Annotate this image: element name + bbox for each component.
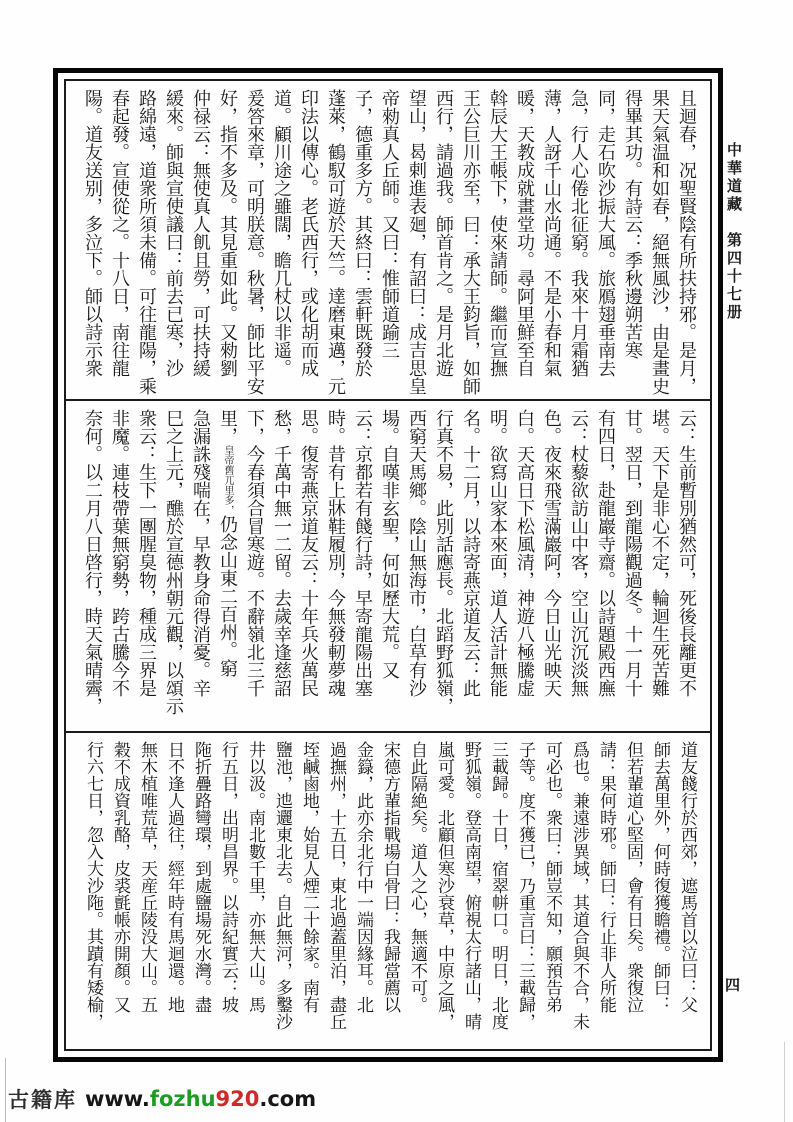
text-column: 時。昔有上牀鞋履別，今無發軔夢魂: [325, 409, 346, 697]
text-column: 有四日，赴龍巖寺齋。以詩題殿西廡: [595, 409, 616, 697]
text-column: 印法以傳心。老氏西行，或化胡而成: [298, 89, 319, 377]
text-column: 堪。天下是非心不定，輪迴生死苦難: [649, 409, 670, 697]
text-column: 子等。度不獲已，乃重言曰：三載歸，: [515, 741, 535, 1030]
scan-edge-artifact-right: [784, 1042, 785, 1122]
text-column: 金籙，此亦余北行中一端因緣耳。北: [353, 741, 373, 1013]
text-column: 但若輩道心堅固，會有日矣。衆復泣: [623, 741, 643, 1013]
watermark-url-red: 920: [215, 1087, 260, 1111]
text-column: 春起發。宣使從之。十八日，南往龍: [109, 89, 130, 377]
text-column: 仲禄云：無使真人飢且勞，可扶持緩: [190, 89, 211, 377]
register-middle: [66, 401, 710, 731]
text-column: 巳之上元，醮於宣德州朝元觀，以頌示: [163, 409, 184, 715]
text-column: 思。復寄燕京道友云：十年兵火萬民: [298, 409, 319, 697]
text-column: 野狐嶺。登高南望，俯視太行諸山，晴: [461, 741, 481, 1030]
text-column: 愁，千萬中無一二留。去歲幸逢慈詔: [271, 409, 292, 697]
folio-number: 四: [725, 976, 741, 994]
text-column: 道友餞行於西郊，遮馬首以泣曰：父: [677, 741, 697, 1013]
text-column: 蓬萊，鶴馭可遊於天竺。達磨東邁，元: [325, 89, 346, 395]
text-column: 子，德重多方。其終曰：雲軒既發於: [352, 89, 373, 377]
text-column: 云：生前暫別猶然可，死後長離更不: [676, 409, 697, 697]
text-column: 且迴春，况聖賢陰有所扶持邪。是月，: [676, 89, 697, 395]
text-column: 爲也。兼遠涉異域，其道合與不合，未: [569, 741, 589, 1030]
text-column: 果天氣温和如春，絕無風沙，由是畫史: [649, 89, 670, 395]
text-column: 行五日，出明昌界。以詩紀實云：坡: [218, 741, 238, 1013]
inner-rule-box: [64, 79, 712, 1051]
text-column: 甘。翌日，到龍陽觀過冬。十一月十: [622, 409, 643, 697]
text-column: 西窮天馬鄉。陰山無海市，白草有沙: [406, 409, 427, 697]
text-column: 得畢其功。有詩云：季秋邊朔苦寒: [622, 89, 643, 359]
text-column: 明。欲寫山家本來面，道人活計無能: [487, 409, 508, 697]
text-column: 請：果何時邪。師曰：行止非人所能: [596, 741, 616, 1013]
text-column: 爰答來章，可明朕意。秋暑，師比平安: [244, 89, 265, 395]
text-column: 云：杖藜欲訪山中客，空山沉沉淡無: [568, 409, 589, 697]
text-column: 垤鹹鹵地，始見人煙二十餘家。南有: [299, 741, 319, 1013]
text-column: 奈何。以二月八日啓行，時天氣晴霽，: [82, 409, 103, 715]
text-column: 鹽池，迆邐東北去。自此無河，多鑿沙: [272, 741, 292, 1030]
text-column: 帝勑真人丘師。又曰：惟師道踰三: [379, 89, 400, 359]
volume-label: 中華道藏 第四十七册: [725, 142, 743, 322]
watermark-url: [85, 1087, 316, 1111]
watermark-url-suffix: .com: [259, 1087, 317, 1111]
text-column: 宋德方輩指戰場白骨曰：我歸當薦以: [380, 741, 400, 1013]
text-column: 自此隔絶矣。道人之心，無適不可。: [407, 741, 427, 1013]
text-column: 路綿遠，道衆所須未備。可往龍陽，乘: [136, 89, 157, 395]
text-column: 過撫州，十五日，東北過蓋里泊，盡丘: [326, 741, 346, 1030]
text-column: 行真不易，此別話應長。北蹈野狐嶺，: [433, 409, 454, 715]
text-column: 井以汲。南北數千里，亦無大山。馬: [245, 741, 265, 1013]
text-column: 色。夜來飛雪滿巖阿，今日山光映天: [541, 409, 562, 697]
text-column: 陽。道友送别，多泣下。師以詩示衆: [82, 89, 103, 377]
text-frame: [53, 68, 723, 1062]
text-column: 急漏誅殘喘在，早教身命得消憂。辛: [190, 409, 211, 697]
text-column: 名。十二月，以詩寄燕京道友云：此: [460, 409, 481, 697]
scan-edge-artifact-left: [5, 1058, 6, 1122]
watermark-url-green: fozhu: [149, 1087, 216, 1111]
watermark-library-name: 古籍库: [8, 1088, 77, 1112]
interlinear-note: 皇帝舊兀里多，: [222, 445, 233, 515]
text-column: 西行，請過我。師首肯之。是月北遊: [433, 89, 454, 377]
text-column: 嵐可愛。北顧但寒沙衰草，中原之風，: [434, 741, 454, 1030]
text-column: 道。顧川途之雖闊，瞻几杖以非遥。: [271, 89, 292, 377]
text-column: 衆云：生下一團腥臭物，種成三界是: [136, 409, 157, 697]
text-column: 場。自嘆非玄聖，何如歷大荒。又: [379, 409, 400, 679]
text-column: 云：京都若有餞行詩，早寄龍陽出塞: [352, 409, 373, 697]
text-column: 急，行人心倦北征窮。我來十月霜猶: [568, 89, 589, 377]
register-bottom: [66, 733, 710, 1049]
text-column: 望山，曷剌進表廻，有詔曰：成吉思皇: [406, 89, 427, 395]
text-column: 白。天高日下松風清，神遊八極騰虚: [514, 409, 535, 697]
text-column: 里，皇帝舊兀里多，仍念山東二百州。窮: [217, 409, 238, 677]
watermark: [8, 1084, 316, 1114]
text-column: 下，今春須合冒寒遊。不辭嶺北三千: [244, 409, 265, 697]
text-column: 無木植唯荒草，天産丘陵没大山。五: [137, 741, 157, 1013]
text-column: 同，走石吹沙振大風。旅鴈翅垂南去: [595, 89, 616, 377]
text-column: 可必也。衆曰：師豈不知，願預告弟: [542, 741, 562, 1013]
text-column: 王公巨川亦至，曰：承大王鈞旨，如師: [460, 89, 481, 395]
watermark-url-prefix: www.: [85, 1087, 150, 1111]
text-column: 暖，天教成就畫堂功。尋阿里鮮至自: [514, 89, 535, 377]
text-column: 行六七日，忽入大沙陁。其蹟有矮榆，: [83, 741, 103, 1030]
text-column: 穀不成資乳酪，皮裘氈帳亦開顏。又: [110, 741, 130, 1013]
text-column: 師去萬里外，何時復獲瞻禮。師曰：: [650, 741, 670, 1013]
register-top: [66, 81, 710, 399]
text-column: 三載歸。十日，宿翠帡口。明日，北度: [488, 741, 508, 1030]
text-column: 非魔。連枝帶葉無窮勢，跨古騰今不: [109, 409, 130, 697]
text-column: 日不逢人過往，經年時有馬迴還。地: [164, 741, 184, 1013]
text-column: 斡辰大王帳下，使來請師。繼而宣撫: [487, 89, 508, 377]
text-column: 薄，人訝千山水尚通。不是小春和氣: [541, 89, 562, 377]
text-column: 緩來。師與宣使議曰：前去已寒，沙: [163, 89, 184, 377]
text-column: 陁折疊路彎環，到處鹽場死水灣。盡: [191, 741, 211, 1013]
text-column: 好，指不多及。其見重如此。又勑劉: [217, 89, 238, 377]
